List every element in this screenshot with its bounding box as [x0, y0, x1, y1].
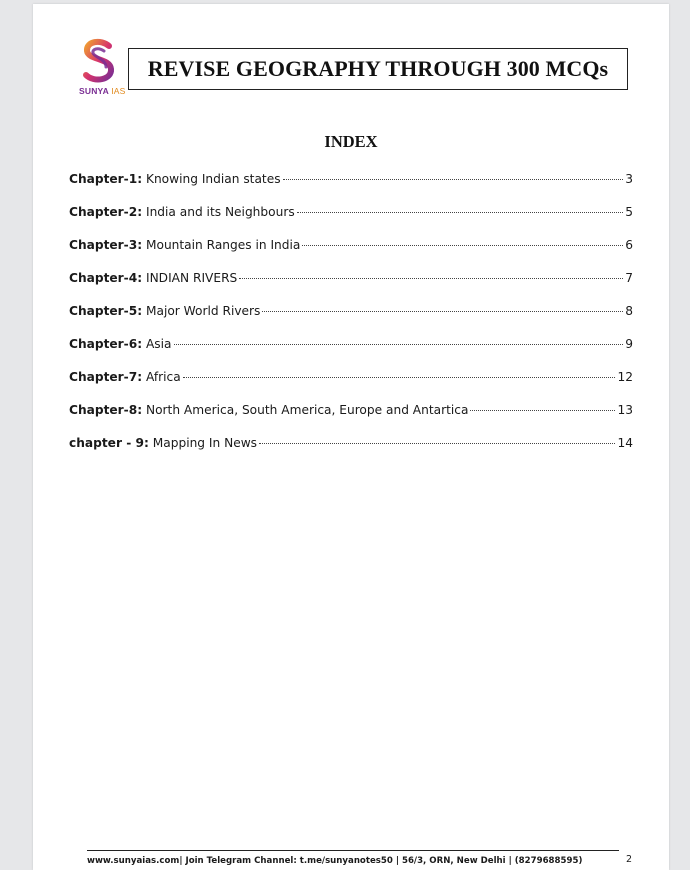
toc-leader-dots [302, 245, 623, 246]
toc-entry [69, 172, 633, 205]
logo-text-sunya: SUNYA [79, 86, 109, 96]
table-of-contents [69, 172, 633, 469]
toc-leader-dots [183, 377, 616, 378]
footer-divider [87, 850, 619, 851]
toc-page-number: 7 [625, 271, 633, 285]
toc-chapter-number: Chapter-7: [69, 370, 143, 384]
toc-leader-dots [259, 443, 615, 444]
toc-entry [69, 304, 633, 337]
toc-entry [69, 436, 633, 469]
document-title-box [128, 48, 628, 90]
toc-chapter-number: chapter - 9: [69, 436, 149, 450]
index-heading: INDEX [324, 132, 378, 151]
toc-chapter-title: Mountain Ranges in India [145, 238, 301, 252]
toc-page-number: 3 [625, 172, 633, 186]
toc-entry [69, 271, 633, 304]
toc-chapter-number: Chapter-2: [69, 205, 143, 219]
sunya-ias-logo [79, 38, 126, 98]
toc-leader-dots [174, 344, 624, 345]
toc-page-number: 5 [625, 205, 633, 219]
toc-entry [69, 205, 633, 238]
toc-page-number: 12 [617, 370, 633, 384]
toc-page-number: 14 [617, 436, 633, 450]
toc-page-number: 9 [625, 337, 633, 351]
toc-leader-dots [283, 179, 624, 180]
toc-chapter-number: Chapter-5: [69, 304, 143, 318]
toc-entry [69, 370, 633, 403]
toc-leader-dots [262, 311, 623, 312]
toc-page-number: 6 [625, 238, 633, 252]
toc-chapter-title: Major World Rivers [145, 304, 261, 318]
document-title: REVISE GEOGRAPHY THROUGH 300 MCQs [147, 56, 609, 81]
toc-chapter-number: Chapter-6: [69, 337, 143, 351]
toc-chapter-title: Asia [145, 337, 172, 351]
logo-text-ias: IAS [111, 86, 126, 96]
toc-leader-dots [239, 278, 623, 279]
toc-leader-dots [470, 410, 615, 411]
toc-chapter-title: Mapping In News [152, 436, 258, 450]
toc-chapter-title: Knowing Indian states [145, 172, 281, 186]
toc-chapter-title: INDIAN RIVERS [145, 271, 238, 285]
logo-s-mark-icon [79, 38, 119, 84]
toc-chapter-number: Chapter-4: [69, 271, 143, 285]
toc-entry [69, 403, 633, 436]
toc-chapter-number: Chapter-3: [69, 238, 143, 252]
toc-entry [69, 238, 633, 271]
document-page [33, 4, 669, 870]
toc-page-number: 13 [617, 403, 633, 417]
toc-entry [69, 337, 633, 370]
toc-page-number: 8 [625, 304, 633, 318]
toc-chapter-number: Chapter-8: [69, 403, 143, 417]
toc-chapter-title: India and its Neighbours [145, 205, 295, 219]
toc-chapter-number: Chapter-1: [69, 172, 143, 186]
toc-leader-dots [297, 212, 624, 213]
toc-chapter-title: North America, South America, Europe and Antartica [145, 403, 469, 417]
footer-page-number: 2 [626, 854, 633, 865]
toc-chapter-title: Africa [145, 370, 181, 384]
footer-contact-text: www.sunyaias.com| Join Telegram Channel: t.me/sunyanotes50 | 56/3, ORN, New Delhi | (8279688595) [87, 856, 583, 866]
